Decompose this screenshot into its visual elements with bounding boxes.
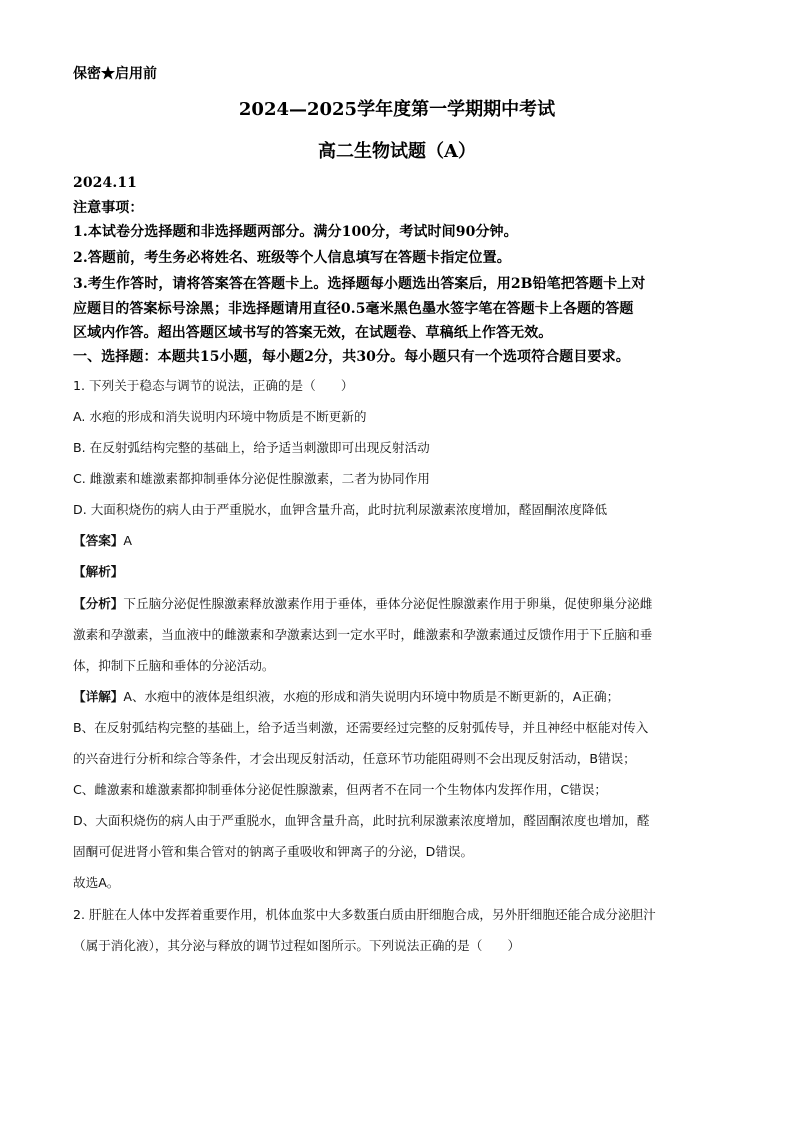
- xiangjie-a: A、水疱中的液体是组织液，水疱的形成和消失说明内环境中物质是不断更新的，A正确；: [123, 689, 620, 704]
- fenxi-text-1: 下丘脑分泌促性腺激素释放激素作用于垂体，垂体分泌促性腺激素作用于卵巢，促使卵巢分泌雌: [123, 596, 653, 611]
- q1-stem: 1. 下列关于稳态与调节的说法，正确的是（ ）: [73, 378, 354, 393]
- notice-item-3-line-3: 区域内作答。超出答题区域书写的答案无效，在试题卷、草稿纸上作答无效。: [73, 325, 553, 341]
- section-1-heading: 一、选择题：本题共15小题，每小题2分，共30分。每小题只有一个选项符合题目要求。: [73, 349, 630, 365]
- q1-answer: [73, 530, 132, 549]
- analysis-tag: 【解析】: [73, 564, 124, 579]
- exam-subtitle: 高二生物试题（A）: [318, 141, 476, 162]
- confidential-label: 保密★启用前: [73, 66, 157, 82]
- notice-item-1: 1.本试卷分选择题和非选择题两部分。满分100分，考试时间90分钟。: [73, 224, 518, 240]
- fenxi-tag: 【分析】: [73, 596, 124, 611]
- q1-conclusion: 故选A。: [73, 875, 120, 890]
- xiangjie-d-1: D、大面积烧伤的病人由于严重脱水，血钾含量升高，此时抗利尿激素浓度增加，醛固酮浓度也增加，醛: [73, 813, 650, 828]
- notice-item-3-line-2: 应题目的答案标号涂黑；非选择题请用直径0.5毫米黑色墨水签字笔在答题卡上各题的答题: [73, 301, 634, 317]
- notice-item-2: 2.答题前，考生务必将姓名、班级等个人信息填写在答题卡指定位置。: [73, 250, 511, 266]
- q2-stem-line-1: 2. 肝脏在人体中发挥着重要作用，机体血浆中大多数蛋白质由肝细胞合成，另外肝细胞还能合成分泌胆汁: [73, 907, 656, 922]
- xiangjie-line-a: [73, 686, 619, 705]
- xiangjie-b-2: 的兴奋进行分析和综合等条件，才会出现反射活动，任意环节功能阻碍则不会出现反射活动，B错误；: [73, 751, 636, 766]
- xiangjie-tag: 【详解】: [73, 689, 124, 704]
- q2-stem-line-2: （属于消化液），其分泌与释放的调节过程如图所示。下列说法正确的是（ ）: [73, 938, 521, 953]
- answer-tag: 【答案】: [73, 533, 124, 548]
- exam-date: 2024.11: [73, 175, 138, 191]
- fenxi-line-3: 体，抑制下丘脑和垂体的分泌活动。: [73, 658, 275, 673]
- xiangjie-b-1: B、在反射弧结构完整的基础上，给予适当刺激，还需要经过完整的反射弧传导，并且神经中枢能对传入: [73, 720, 649, 735]
- notice-item-3-line-1: 3.考生作答时，请将答案答在答题卡上。选择题每小题选出答案后，用2B铅笔把答题卡上对: [73, 276, 646, 292]
- xiangjie-d-2: 固酮可促进肾小管和集合管对的钠离子重吸收和钾离子的分泌，D错误。: [73, 844, 474, 859]
- q1-option-c: C. 雌激素和雄激素都抑制垂体分泌促性腺激素，二者为协同作用: [73, 471, 430, 486]
- notice-heading: 注意事项：: [73, 200, 144, 216]
- q1-option-b: B. 在反射弧结构完整的基础上，给予适当刺激即可出现反射活动: [73, 440, 430, 455]
- q1-option-a: A. 水疱的形成和消失说明内环境中物质是不断更新的: [73, 409, 367, 424]
- fenxi-line-1: [73, 593, 652, 612]
- xiangjie-c: C、雌激素和雄激素都抑制垂体分泌促性腺激素，但两者不在同一个生物体内发挥作用，C错误；: [73, 782, 607, 797]
- answer-value: A: [123, 533, 132, 548]
- exam-title: 2024—2025学年度第一学期期中考试: [238, 99, 556, 120]
- q1-option-d: D. 大面积烧伤的病人由于严重脱水，血钾含量升高，此时抗利尿激素浓度增加，醛固酮浓度降低: [73, 502, 608, 517]
- fenxi-line-2: 激素和孕激素，当血液中的雌激素和孕激素达到一定水平时，雌激素和孕激素通过反馈作用于下丘脑和垂: [73, 627, 653, 642]
